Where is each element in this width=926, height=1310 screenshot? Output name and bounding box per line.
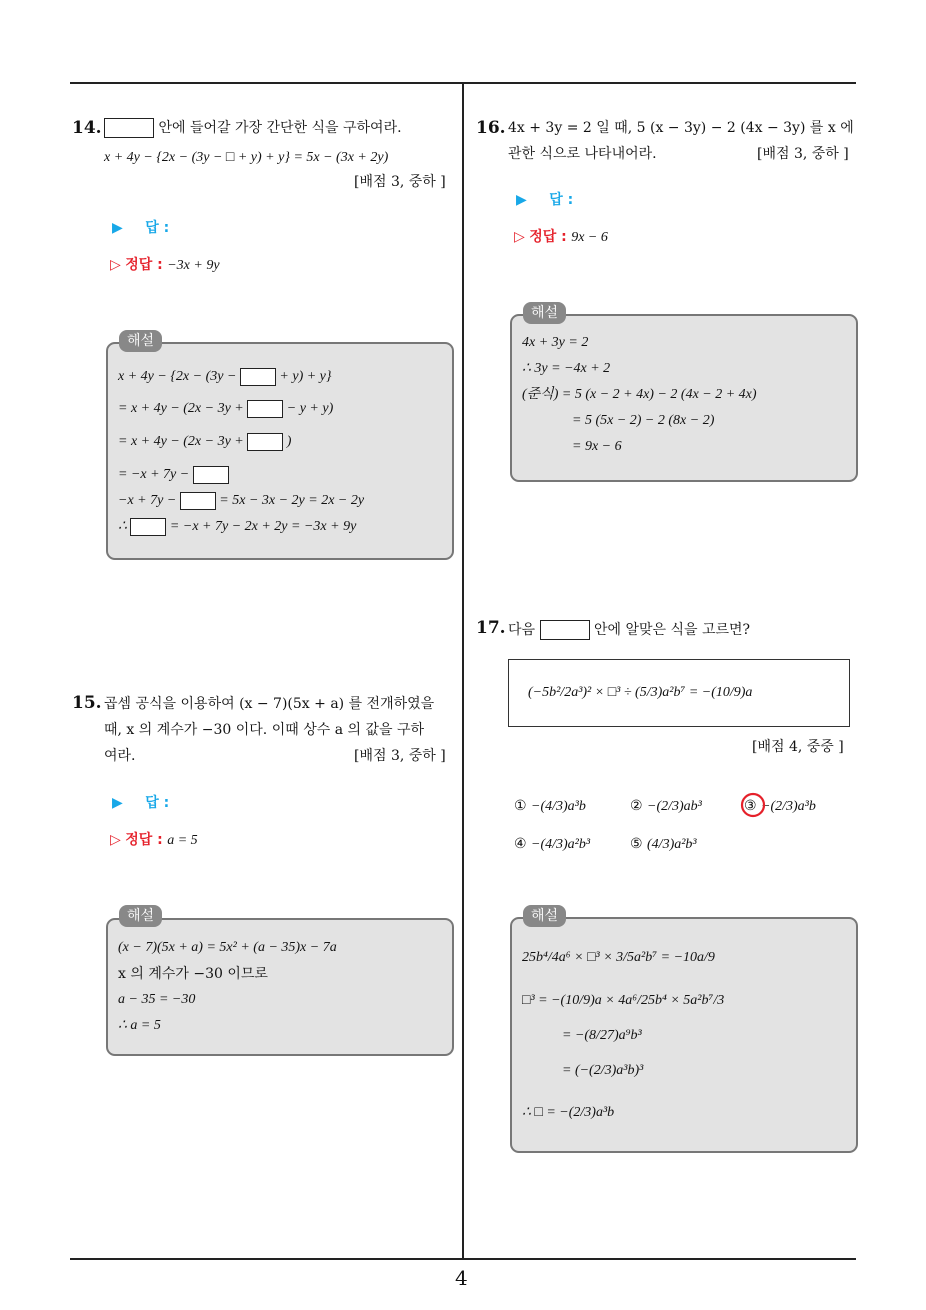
choice-label: ⑤: [630, 836, 643, 852]
q14-sol-l6b: = −x + 7y − 2x + 2y = −3x + 9y: [169, 519, 357, 534]
q16-sol-line: 4x + 3y = 2: [522, 335, 589, 350]
choice-expr: −(2/3)ab³: [647, 799, 702, 814]
q17-choice-5[interactable]: [630, 834, 697, 855]
q17-solution-tag: 해설: [523, 905, 566, 927]
q16-solution-tag: 해설: [523, 302, 566, 324]
q14-sol-blank: [180, 492, 216, 510]
choice-expr: −(4/3)a³b: [531, 799, 586, 814]
choice-label: ②: [630, 798, 643, 814]
q16-number: 16.: [476, 118, 506, 138]
triangle-right-icon: ▷: [514, 229, 525, 245]
q15-correct-label: 정답 :: [125, 832, 163, 848]
q17-sol-line2: □³ = −(10/9)a × 4a⁶/25b⁴ × 5a²b⁷/3: [522, 993, 725, 1008]
q17-choice-1[interactable]: [514, 796, 586, 817]
q15-correct-value: a = 5: [167, 833, 198, 848]
q14-sol-blank: [193, 466, 229, 484]
choice-label: ④: [514, 836, 527, 852]
q15-answer-label: 답 :: [145, 795, 170, 811]
q17-sol-line1: 25b⁴/4a⁶ × □³ × 3/5a²b⁷ = −10a/9: [522, 950, 715, 965]
q14-sol-line2: [118, 398, 333, 420]
q14-correct-row: [110, 255, 220, 276]
q15-solution-tag: 해설: [119, 905, 162, 927]
q14-sol-line3: [118, 431, 291, 453]
q14-prompt-text: 안에 들어갈 가장 간단한 식을 구하여라.: [158, 120, 402, 136]
q16-line2: 관한 식으로 나타내어라.: [508, 146, 657, 162]
q14-sol-l3a: = x + 4y − (2x − 3y +: [118, 434, 244, 449]
q14-sol-l4a: = −x + 7y −: [118, 467, 190, 482]
q17-sol-line3: = −(8/27)a⁹b³: [562, 1028, 642, 1043]
triangle-right-icon: ▷: [110, 832, 121, 848]
choice-label: ③: [744, 798, 757, 814]
q14-sol-line4: [118, 464, 229, 486]
choice-expr: (4/3)a²b³: [647, 837, 697, 852]
q17-prompt: [508, 620, 750, 640]
q14-solution-tag: 해설: [119, 330, 162, 352]
q14-answer-row: [112, 218, 169, 238]
q14-sol-blank: [130, 518, 166, 536]
q17-equation: (−5b²/2a³)² × □³ ÷ (5/3)a²b⁷ = −(10/9)a: [528, 685, 753, 700]
q15-sol-line: (x − 7)(5x + a) = 5x² + (a − 35)x − 7a: [118, 940, 337, 955]
q14-sol-blank: [240, 368, 276, 386]
q14-sol-l1b: + y) + y}: [279, 369, 332, 384]
q14-sol-l2a: = x + 4y − (2x − 3y +: [118, 401, 244, 416]
column-divider: [462, 83, 464, 1259]
q17-sol-line5: ∴ □ = −(2/3)a³b: [522, 1105, 615, 1120]
q14-number: 14.: [72, 118, 102, 138]
choice-label: ①: [514, 798, 527, 814]
play-icon: ▶: [112, 795, 123, 811]
q14-sol-blank: [247, 433, 283, 451]
q14-sol-l5b: = 5x − 3x − 2y = 2x − 2y: [219, 493, 365, 508]
q16-score: [배점 3, 중하 ]: [757, 146, 849, 162]
q15-line3: 여라.: [104, 748, 136, 764]
q17-score: [배점 4, 중중 ]: [752, 739, 844, 755]
q14-correct-value: −3x + 9y: [167, 258, 220, 273]
play-icon: ▶: [112, 220, 123, 236]
q14-sol-l2b: − y + y): [286, 401, 334, 416]
q14-sol-l3b: ): [286, 434, 292, 449]
q17-prompt-a: 다음: [508, 622, 536, 638]
q14-score: [배점 3, 중하 ]: [354, 174, 446, 190]
q16-line1: 4x + 3y = 2 일 때, 5 (x − 3y) − 2 (4x − 3y) 를 x 에: [508, 120, 854, 136]
q16-correct-row: [514, 227, 608, 248]
q17-prompt-b: 안에 알맞은 식을 고르면?: [593, 622, 751, 638]
play-icon: ▶: [516, 192, 527, 208]
q14-sol-l5a: −x + 7y −: [118, 493, 177, 508]
bottom-rule: [70, 1258, 856, 1260]
q16-sol-line: = 9x − 6: [572, 439, 622, 454]
q15-answer-row: [112, 793, 169, 813]
q16-sol-line: = 5 (5x − 2) − 2 (8x − 2): [572, 413, 715, 428]
q15-sol-line: a − 35 = −30: [118, 992, 196, 1007]
page-number: 4: [455, 1266, 468, 1290]
q14-prompt: [104, 118, 402, 138]
triangle-right-icon: ▷: [110, 257, 121, 273]
q17-number: 17.: [476, 618, 506, 638]
q14-sol-line6: [118, 516, 356, 538]
q15-sol-line: x 의 계수가 −30 이므로: [118, 966, 268, 982]
q17-sol-line4: = (−(2/3)a³b)³: [562, 1063, 644, 1078]
q15-sol-line: ∴ a = 5: [118, 1018, 161, 1033]
q16-correct-label: 정답 :: [529, 229, 567, 245]
q17-choice-2[interactable]: [630, 796, 702, 817]
selected-choice-circle-icon: [738, 790, 768, 820]
q14-sol-line5: [118, 490, 364, 512]
choice-expr: −(4/3)a²b³: [531, 837, 591, 852]
q15-line1: 곱셈 공식을 이용하여 (x − 7)(5x + a) 를 전개하였을: [104, 696, 435, 712]
q17-blank: [540, 620, 590, 640]
q16-sol-line: (준식) = 5 (x − 2 + 4x) − 2 (4x − 2 + 4x): [522, 387, 757, 402]
q14-blank: [104, 118, 154, 138]
q15-line2: 때, x 의 계수가 −30 이다. 이때 상수 a 의 값을 구하: [104, 722, 425, 738]
q14-correct-label: 정답 :: [125, 257, 163, 273]
q17-choice-4[interactable]: [514, 834, 590, 855]
q14-sol-l1a: x + 4y − {2x − (3y −: [118, 369, 237, 384]
q16-correct-value: 9x − 6: [571, 230, 608, 245]
q14-sol-blank: [247, 400, 283, 418]
q15-correct-row: [110, 830, 198, 851]
choice-expr: −(2/3)a³b: [761, 799, 816, 814]
q14-sol-l6a: ∴: [118, 519, 127, 534]
q16-answer-row: [516, 190, 573, 210]
q16-sol-line: ∴ 3y = −4x + 2: [522, 361, 611, 376]
q16-answer-label: 답 :: [549, 192, 574, 208]
q15-number: 15.: [72, 693, 102, 713]
q15-score: [배점 3, 중하 ]: [354, 748, 446, 764]
q14-answer-label: 답 :: [145, 220, 170, 236]
q14-sol-line1: [118, 366, 332, 388]
q14-equation: x + 4y − {2x − (3y − □ + y) + y} = 5x − (3x + 2y): [104, 150, 389, 165]
